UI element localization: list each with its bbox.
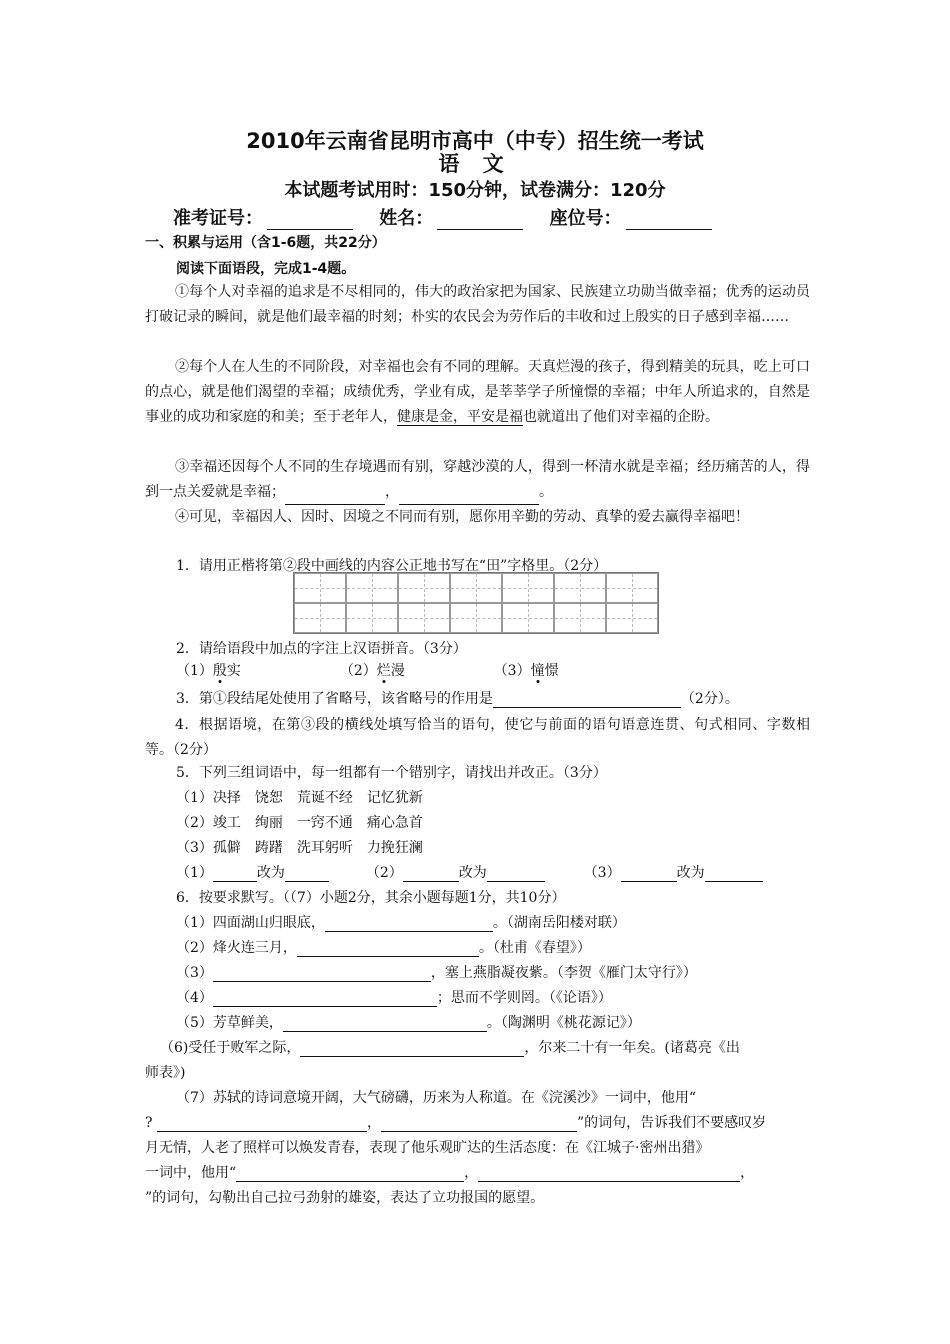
q2-dotted-char: 憧	[530, 663, 545, 679]
grid-cell[interactable]	[398, 573, 450, 603]
q6-item-7-line2	[145, 1112, 766, 1132]
q5-change: 改为	[256, 865, 285, 881]
q5-group-1: （1）决择 饶恕 荒诞不经 记忆犹新	[176, 790, 423, 806]
grid-cell[interactable]	[554, 603, 606, 633]
q2-item-1-rest: 实	[226, 663, 241, 679]
name-field[interactable]	[437, 211, 523, 230]
q6-4-source: ；思而不学则罔。（《论语》）	[436, 990, 612, 1006]
reading-instruction: 阅读下面语段，完成1-4题。	[176, 261, 356, 277]
q6-item-6	[160, 1037, 740, 1057]
p3-sep: ，	[385, 484, 399, 500]
question-2-items	[176, 660, 559, 680]
q2-item-3-num: （3）	[493, 663, 531, 679]
name-label: 姓名：	[379, 208, 434, 229]
p3-end: 。	[539, 484, 553, 500]
q6-7-sep: ，	[464, 1165, 479, 1181]
q2-dotted-char: 烂	[376, 663, 391, 679]
q6-blank[interactable]	[283, 1015, 487, 1032]
q6-7-sep: ，	[740, 1165, 755, 1181]
q6-3-num: （3）	[176, 965, 213, 981]
q5-blank[interactable]	[285, 865, 329, 882]
q6-1-source: 。（湖南岳阳楼对联）	[492, 915, 626, 931]
paragraph-1: ①每个人对幸福的追求是不尽相同的，伟大的政治家把为国家、民族建立功勋当做幸福；优秀的运动员打破记录的瞬间，就是他们最幸福的时刻；朴实的农民会为劳作后的丰收和过上殷实的日子感到幸福……	[145, 284, 810, 325]
q5-blank[interactable]	[213, 865, 257, 882]
question-1: 1．请用正楷将第②段中画线的内容公正地书写在“田”字格里。（2分）	[176, 558, 608, 574]
q5-answers	[176, 862, 763, 882]
q5-blank[interactable]	[705, 865, 763, 882]
grid-cell[interactable]	[346, 573, 398, 603]
q2-item-3-rest: 憬	[544, 663, 559, 679]
q6-7-text: ”的词句，告诉我们不要感叹岁	[576, 1115, 767, 1131]
q3-blank[interactable]	[493, 691, 681, 708]
q3-score: （2分）。	[680, 691, 739, 707]
paragraph-3	[145, 455, 810, 505]
question-4: 4．根据语境，在第③段的横线处填写恰当的语句，使它与前面的语句语意连贯、句式相同、字数相等。（2分）	[145, 717, 810, 758]
grid-cell[interactable]	[606, 603, 658, 633]
grid-cell[interactable]	[450, 603, 502, 633]
seat-label: 座位号：	[549, 208, 622, 229]
q6-item-7-line3: 月无情，人老了照样可以焕发青春，表现了他乐观旷达的生活态度：在《江城子·密州出猎》	[145, 1140, 710, 1156]
q2-dotted-char: 殷	[212, 663, 227, 679]
id-field[interactable]	[267, 211, 353, 230]
q6-item-6-cont: 师表》)	[145, 1065, 186, 1081]
q6-6-source: ，尔来二十有一年矣。(诸葛亮《出	[524, 1040, 740, 1056]
q2-item-2-rest: 漫	[390, 663, 405, 679]
grid-cell[interactable]	[294, 573, 346, 603]
q5-blank[interactable]	[403, 865, 459, 882]
grid-cell[interactable]	[606, 573, 658, 603]
p2-text-b: 也就道出了他们对幸福的企盼。	[523, 409, 719, 425]
q6-6-text: （6)受任于败军之际，	[160, 1040, 301, 1056]
question-6: 6．按要求默写。（（7）小题2分，其余小题每题1分，共10分）	[176, 890, 566, 906]
q6-item-5	[176, 1012, 641, 1032]
q6-item-1	[176, 912, 626, 932]
q6-7-sep: ，	[366, 1115, 381, 1131]
q6-item-7-line4	[145, 1162, 754, 1182]
q6-item-3	[176, 962, 697, 982]
q6-blank[interactable]	[213, 990, 437, 1007]
grid-cell[interactable]	[554, 573, 606, 603]
q6-blank[interactable]	[381, 1115, 577, 1132]
exam-title: 2010年云南省昆明市高中（中专）招生统一考试	[246, 129, 704, 153]
q6-2-text: （2）烽火连三月，	[176, 940, 297, 956]
q6-2-source: 。（杜甫《春望》）	[478, 940, 591, 956]
q2-item-2-num: （2）	[339, 663, 377, 679]
q6-3-source: ，塞上燕脂凝夜紫。（李贺《雁门太守行》）	[430, 965, 697, 981]
q6-5-text: （5）芳草鲜美，	[176, 1015, 283, 1031]
section-heading: 一、积累与运用（含1-6题，共22分）	[145, 235, 386, 251]
grid-cell[interactable]	[346, 603, 398, 633]
q6-blank[interactable]	[157, 1115, 367, 1132]
id-label: 准考证号：	[173, 208, 263, 229]
p2-underlined: 健康是金，平安是福	[397, 409, 523, 425]
q2-item-1-num: （1）	[176, 663, 213, 679]
question-3	[176, 688, 739, 708]
q5-blank[interactable]	[487, 865, 545, 882]
q6-blank[interactable]	[478, 1165, 740, 1182]
subject-title: 语 文	[438, 152, 512, 176]
q6-5-source: 。（陶渊明《桃花源记》）	[486, 1015, 641, 1031]
q5-change: 改为	[676, 865, 705, 881]
grid-cell[interactable]	[294, 603, 346, 633]
paragraph-2	[145, 355, 810, 430]
q6-4-num: （4）	[176, 990, 213, 1006]
q3-text: 3．第①段结尾处使用了省略号，该省略号的作用是	[176, 691, 493, 707]
grid-cell[interactable]	[450, 573, 502, 603]
q5-change: 改为	[458, 865, 487, 881]
q6-blank[interactable]	[325, 915, 493, 932]
q5-group-3: （3）孤僻 踌躇 洗耳躬听 力挽狂澜	[176, 840, 423, 856]
q5-ans-3: （3）	[583, 865, 621, 881]
q5-group-2: （2）竣工 绚丽 一窍不通 痛心急首	[176, 815, 423, 831]
q6-1-text: （1）四面湖山归眼底，	[176, 915, 325, 931]
q6-blank[interactable]	[297, 940, 479, 957]
q5-ans-1: （1）	[176, 865, 213, 881]
tian-grid[interactable]	[293, 572, 659, 634]
question-5: 5．下列三组词语中，每一组都有一个错别字，请找出并改正。（3分）	[176, 765, 607, 781]
q6-7-mark: ?	[145, 1115, 153, 1131]
seat-field[interactable]	[626, 211, 712, 230]
q6-item-7-line5: ”的词句，勾勒出自己拉弓劲射的雄姿，表达了立功报国的愿望。	[145, 1190, 545, 1206]
p3-text: ③幸福还因每个人不同的生存境遇而有别，穿越沙漠的人，得到一杯清水就是幸福；经历痛苦的人，得到一点关爱就是幸福；	[145, 459, 810, 500]
p2-text-a: ②每个人在人生的不同阶段，对幸福也会有不同的理解。天真烂漫的孩子，得到精美的玩具，吃上可口的点心，就是他们渴望的幸福；成绩优秀，学业有成，是莘莘学子所憧憬的幸福；中年人所追求的，自然是事业的成功和家庭的和美；至于老年人，	[145, 359, 810, 425]
q6-item-4	[176, 987, 612, 1007]
q6-7-intro: 一词中，他用“	[145, 1165, 237, 1181]
q6-blank[interactable]	[213, 965, 431, 982]
paragraph-4: ④可见，幸福因人、因时、因境之不同而有别，愿你用辛勤的劳动、真挚的爱去赢得幸福吧！	[175, 509, 749, 525]
grid-cell[interactable]	[502, 603, 554, 633]
q5-ans-2: （2）	[365, 865, 403, 881]
q6-item-2	[176, 937, 591, 957]
p3-blank-2[interactable]	[399, 488, 539, 505]
p3-blank-1[interactable]	[285, 488, 385, 505]
candidate-info-row	[173, 204, 712, 230]
q6-item-7: （7）苏轼的诗词意境开阔，大气磅礴，历来为人称道。在《浣溪沙》一词中，他用“	[176, 1090, 697, 1106]
q6-blank[interactable]	[300, 1040, 524, 1057]
grid-cell[interactable]	[502, 573, 554, 603]
question-2: 2．请给语段中加点的字注上汉语拼音。（3分）	[176, 641, 467, 657]
q6-blank[interactable]	[236, 1165, 464, 1182]
time-info: 本试题考试用时：150分钟，试卷满分：120分	[284, 180, 666, 201]
grid-cell[interactable]	[398, 603, 450, 633]
q5-blank[interactable]	[621, 865, 677, 882]
